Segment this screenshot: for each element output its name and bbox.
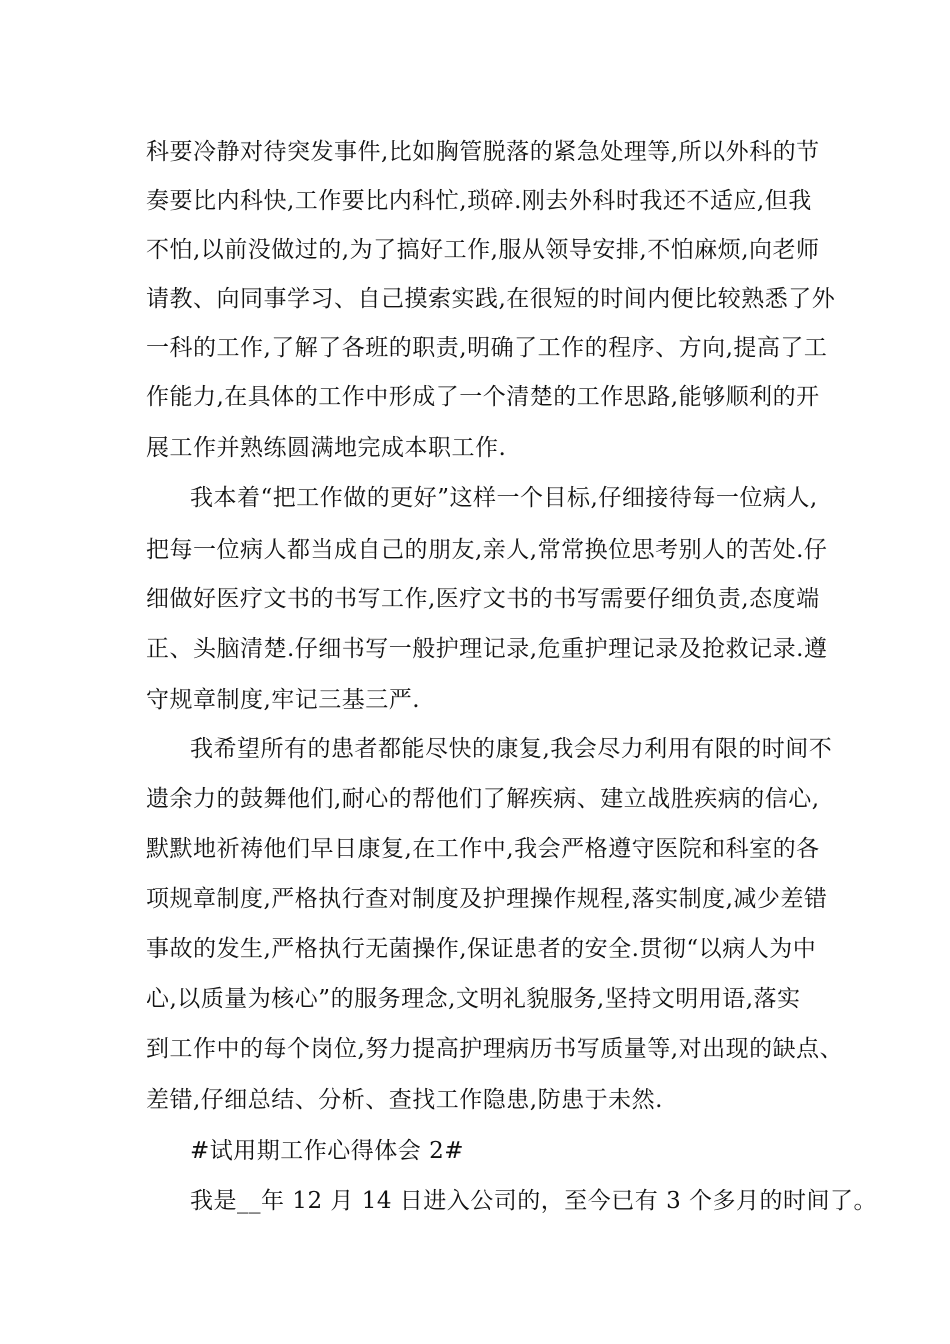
text-line: 奏要比内科快,工作要比内科忙,琐碎.刚去外科时我还不适应,但我 bbox=[146, 188, 812, 214]
text-line: 科要冷静对待突发事件,比如胸管脱落的紧急处理等,所以外科的节 bbox=[146, 139, 820, 165]
text-line: 细做好医疗文书的书写工作,医疗文书的书写需要仔细负责,态度端 bbox=[146, 586, 820, 612]
text-line: 默默地祈祷他们早日康复,在工作中,我会严格遵守医院和科室的各 bbox=[146, 836, 820, 862]
section-heading: #试用期工作心得体会 2# bbox=[190, 1138, 464, 1164]
text-line: 到工作中的每个岗位,努力提高护理病历书写质量等,对出现的缺点、 bbox=[146, 1036, 844, 1062]
text-line: 事故的发生,严格执行无菌操作,保证患者的安全.贯彻“以病人为中 bbox=[146, 936, 817, 962]
text-line: 把每一位病人都当成自己的朋友,亲人,常常换位思考别人的苦处.仔 bbox=[146, 537, 828, 563]
text-line: 不怕,以前没做过的,为了搞好工作,服从领导安排,不怕麻烦,向老师 bbox=[146, 237, 820, 263]
text-line: 作能力,在具体的工作中形成了一个清楚的工作思路,能够顺利的开 bbox=[146, 384, 820, 410]
paragraph-first-line: 我本着“把工作做的更好”这样一个目标,仔细接待每一位病人, bbox=[190, 485, 818, 511]
text-line: 心,以质量为核心”的服务理念,文明礼貌服务,坚持文明用语,落实 bbox=[146, 986, 801, 1012]
text-line: 差错,仔细总结、分析、查找工作隐患,防患于未然. bbox=[146, 1087, 663, 1113]
text-line: 正、头脑清楚.仔细书写一般护理记录,危重护理记录及抢救记录.遵 bbox=[146, 636, 828, 662]
text-line: 展工作并熟练圆满地完成本职工作. bbox=[146, 435, 507, 461]
text-line: 守规章制度,牢记三基三严. bbox=[146, 687, 421, 713]
text-line: 遗余力的鼓舞他们,耐心的帮他们了解疾病、建立战胜疾病的信心, bbox=[146, 786, 820, 812]
paragraph-first-line: 我是__年 12 月 14 日进入公司的，至今已有 3 个多月的时间了。 bbox=[190, 1188, 878, 1214]
paragraph-first-line: 我希望所有的患者都能尽快的康复,我会尽力利用有限的时间不 bbox=[190, 736, 833, 762]
text-line: 请教、向同事学习、自己摸索实践,在很短的时间内便比较熟悉了外 bbox=[146, 286, 836, 312]
text-line: 项规章制度,严格执行查对制度及护理操作规程,落实制度,减少差错 bbox=[146, 886, 828, 912]
text-line: 一科的工作,了解了各班的职责,明确了工作的程序、方向,提高了工 bbox=[146, 335, 828, 361]
